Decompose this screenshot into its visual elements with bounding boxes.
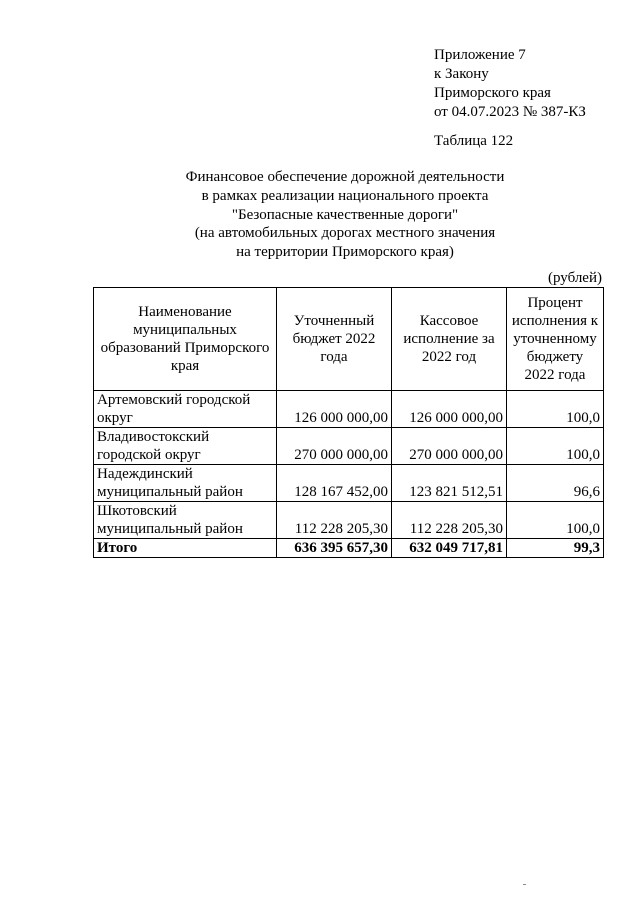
units-label: (рублей)	[547, 270, 602, 286]
percent-value: 100,0	[507, 502, 604, 539]
header-percent: Процент исполнения к уточненному бюджету 2022 года	[507, 288, 604, 391]
header-executed: Кассовое исполнение за 2022 год	[392, 288, 507, 391]
percent-value: 100,0	[507, 391, 604, 428]
title-line-5: на территории Приморского края)	[236, 244, 454, 261]
table-row	[94, 502, 604, 539]
executed-value: 126 000 000,00	[392, 391, 507, 428]
appendix-date: от 04.07.2023 № 387-КЗ	[434, 104, 586, 120]
budget-value: 128 167 452,00	[277, 465, 392, 502]
appendix-reference	[434, 46, 586, 122]
title-line-1: Финансовое обеспечение дорожной деятельности	[185, 169, 505, 185]
financing-table	[93, 287, 604, 558]
title-line-2: в рамках реализации национального проекта	[201, 187, 489, 204]
title-line-3: "Безопасные качественные дороги"	[231, 206, 459, 223]
table-number: Таблица 122	[434, 133, 514, 149]
appendix-law: к Закону	[434, 66, 489, 82]
title-line-4: (на автомобильных дорогах местного значения	[194, 225, 496, 242]
total-row	[94, 539, 604, 558]
municipality-name: Надеждинский муниципальный район	[94, 465, 277, 502]
table-row	[94, 391, 604, 428]
municipality-name: Владивостокский городской округ	[94, 428, 277, 465]
total-percent: 99,3	[507, 539, 604, 558]
appendix-region: Приморского края	[434, 85, 551, 101]
executed-value: 123 821 512,51	[392, 465, 507, 502]
budget-value: 112 228 205,30	[277, 502, 392, 539]
budget-value: 270 000 000,00	[277, 428, 392, 465]
municipality-name: Артемовский городской округ	[94, 391, 277, 428]
total-executed: 632 049 717,81	[392, 539, 507, 558]
executed-value: 112 228 205,30	[392, 502, 507, 539]
municipality-name: Шкотовский муниципальный район	[94, 502, 277, 539]
table-row	[94, 428, 604, 465]
executed-value: 270 000 000,00	[392, 428, 507, 465]
total-budget: 636 395 657,30	[277, 539, 392, 558]
header-row	[94, 288, 604, 391]
table-row	[94, 465, 604, 502]
percent-value: 100,0	[507, 428, 604, 465]
document-title	[140, 168, 550, 262]
total-label: Итого	[94, 539, 277, 558]
appendix-number: Приложение 7	[434, 47, 526, 63]
budget-value: 126 000 000,00	[277, 391, 392, 428]
percent-value: 96,6	[507, 465, 604, 502]
scan-speck	[523, 884, 526, 885]
header-budget: Уточненный бюджет 2022 года	[277, 288, 392, 391]
header-municipality: Наименование муниципальных образований Приморского края	[94, 288, 277, 391]
